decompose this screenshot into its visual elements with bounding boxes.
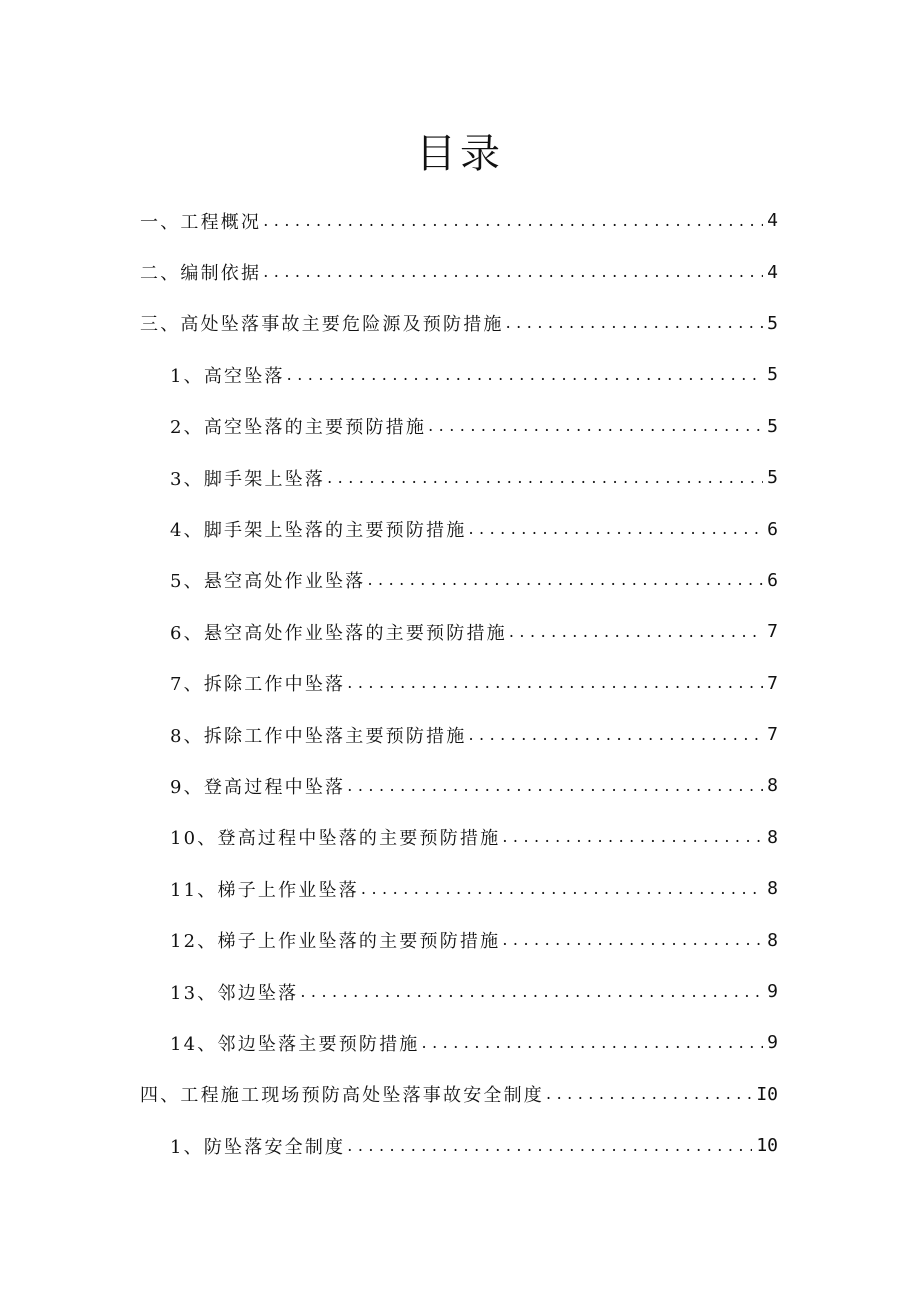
toc-dot-leader [428, 415, 763, 437]
toc-dot-leader [347, 672, 763, 694]
toc-dot-leader [327, 467, 763, 489]
toc-entry-15[interactable] [170, 914, 778, 965]
table-of-contents [0, 195, 920, 1171]
toc-entry-label: 4、脚手架上坠落的主要预防措施 [170, 520, 467, 542]
toc-page-number: 7 [767, 724, 778, 746]
toc-entry-19[interactable] [170, 1120, 778, 1171]
toc-entry-label: 3、脚手架上坠落 [170, 468, 326, 490]
toc-entry-label: 二、编制依据 [140, 263, 262, 285]
toc-entry-11[interactable] [170, 709, 778, 760]
toc-entry-label: 13、邻边坠落 [170, 982, 299, 1004]
toc-page-number: 8 [767, 826, 778, 848]
toc-dot-leader [263, 261, 763, 283]
toc-entry-label: 11、梯子上作业坠落 [170, 879, 359, 901]
toc-entry-8[interactable] [170, 555, 778, 606]
page-title: 目录 [416, 131, 504, 177]
toc-entry-label: 6、悬空高处作业坠落的主要预防措施 [170, 622, 507, 644]
toc-page-number: 4 [767, 210, 778, 232]
toc-page-number: 8 [767, 929, 778, 951]
toc-page-number: 5 [767, 364, 778, 386]
toc-entry-1[interactable] [140, 195, 778, 246]
toc-page-number: 8 [767, 775, 778, 797]
toc-entry-label: 1、高空坠落 [170, 365, 285, 387]
toc-page-number: 8 [767, 878, 778, 900]
toc-dot-leader [546, 1083, 752, 1105]
toc-dot-leader [300, 981, 763, 1003]
toc-dot-leader [422, 1032, 764, 1054]
toc-entry-5[interactable] [170, 401, 778, 452]
toc-entry-13[interactable] [170, 812, 778, 863]
toc-entry-label: 2、高空坠落的主要预防措施 [170, 417, 427, 439]
toc-page-number: 5 [767, 415, 778, 437]
toc-dot-leader [263, 210, 763, 232]
toc-entry-label: 12、梯子上作业坠落的主要预防措施 [170, 931, 501, 953]
toc-page-number: 6 [767, 518, 778, 540]
toc-entry-2[interactable] [140, 246, 778, 297]
toc-dot-leader [509, 621, 763, 643]
toc-entry-label: 10、登高过程中坠落的主要预防措施 [170, 828, 501, 850]
toc-dot-leader [361, 878, 763, 900]
toc-entry-12[interactable] [170, 760, 778, 811]
toc-entry-7[interactable] [170, 503, 778, 554]
toc-dot-leader [367, 569, 763, 591]
toc-dot-leader [347, 1135, 752, 1157]
toc-dot-leader [502, 826, 763, 848]
toc-entry-6[interactable] [170, 452, 778, 503]
toc-page-number: 9 [767, 1032, 778, 1054]
toc-page-number: 7 [767, 672, 778, 694]
toc-page-number: 9 [767, 981, 778, 1003]
toc-entry-label: 7、拆除工作中坠落 [170, 674, 346, 696]
toc-entry-10[interactable] [170, 658, 778, 709]
toc-page-number: 6 [767, 569, 778, 591]
toc-dot-leader [468, 518, 763, 540]
toc-entry-17[interactable] [170, 1017, 778, 1068]
toc-page-number: 5 [767, 312, 778, 334]
toc-entry-label: 9、登高过程中坠落 [170, 776, 346, 798]
toc-dot-leader [468, 724, 763, 746]
toc-entry-label: 一、工程概况 [140, 211, 262, 233]
toc-entry-4[interactable] [170, 349, 778, 400]
toc-entry-9[interactable] [170, 606, 778, 657]
toc-entry-18[interactable] [140, 1069, 778, 1120]
toc-page-number: 7 [767, 621, 778, 643]
toc-entry-label: 14、邻边坠落主要预防措施 [170, 1033, 420, 1055]
toc-page-number: 4 [767, 261, 778, 283]
toc-dot-leader [506, 312, 764, 334]
toc-entry-3[interactable] [140, 298, 778, 349]
toc-entry-label: 1、防坠落安全制度 [170, 1136, 346, 1158]
toc-page-number: 10 [756, 1135, 778, 1157]
toc-entry-16[interactable] [170, 966, 778, 1017]
toc-entry-label: 四、工程施工现场预防高处坠落事故安全制度 [140, 1085, 544, 1107]
toc-page-number: 5 [767, 467, 778, 489]
toc-page-number: I0 [756, 1083, 778, 1105]
toc-entry-label: 三、高处坠落事故主要危险源及预防措施 [140, 314, 504, 336]
toc-dot-leader [347, 775, 763, 797]
toc-entry-label: 8、拆除工作中坠落主要预防措施 [170, 725, 467, 747]
toc-dot-leader [287, 364, 764, 386]
toc-entry-label: 5、悬空高处作业坠落 [170, 571, 366, 593]
toc-dot-leader [502, 929, 763, 951]
toc-entry-14[interactable] [170, 863, 778, 914]
